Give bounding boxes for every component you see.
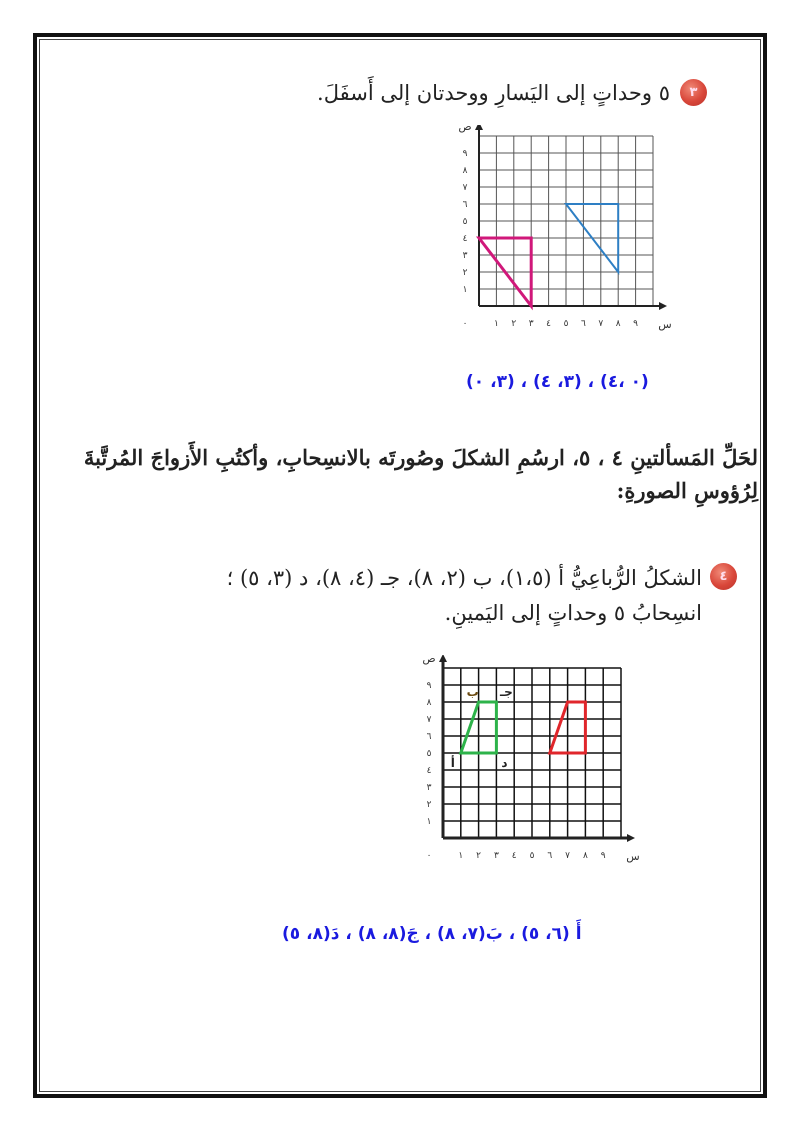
vertex-label: ب: [466, 685, 479, 699]
y-tick-label: ٥: [426, 749, 432, 759]
problem-4-answer: أَ (٦، ٥) ، بَ(٧، ٨) ، جَ(٨، ٨) ، دَ(٨، ٥): [282, 924, 582, 944]
y-axis-label: ص: [458, 125, 472, 133]
y-tick-label: ٦: [462, 200, 468, 210]
y-tick-label: ٤: [462, 234, 468, 244]
y-tick-label: ٢: [426, 800, 432, 810]
x-tick-label: ٢: [511, 319, 517, 329]
x-tick-label: ٤: [546, 319, 552, 329]
y-axis-label: ص: [422, 655, 436, 665]
y-tick-label: ٥: [462, 217, 468, 227]
x-tick-label: ٣: [493, 851, 499, 861]
x-tick-label: ٩: [633, 319, 639, 329]
y-axis-arrow-icon: [475, 125, 483, 130]
vertex-label: د: [501, 756, 508, 770]
x-axis-arrow-icon: [659, 302, 667, 310]
x-tick-label: ٢: [476, 851, 482, 861]
x-tick-label: ٥: [563, 319, 569, 329]
y-tick-label: ٧: [426, 715, 432, 725]
y-tick-label: ١: [462, 285, 468, 295]
y-tick-label: ١: [426, 817, 432, 827]
x-tick-label: ١: [493, 319, 499, 329]
instructions-line-2: لِرُؤوسِ الصورةِ:: [616, 478, 758, 503]
problem-4-coordinate-grid: [405, 655, 655, 875]
instructions-line-1: لحَلِّ المَسألتينِ ٤ ، ٥، ارسُمِ الشكلَ وصُورتَه بالانسِحابِ، وأكتُبِ الأَزواجَ المُرتَّبةَ: [83, 445, 758, 470]
vertex-label: أ: [450, 756, 455, 770]
origin-label: ٠: [462, 319, 468, 329]
y-tick-label: ٧: [462, 183, 468, 193]
y-tick-label: ٣: [426, 783, 432, 793]
problem-3-badge: ٣: [680, 79, 707, 106]
vertex-label: جـ: [500, 685, 513, 699]
x-axis-arrow-icon: [627, 834, 635, 842]
x-axis-label: س: [626, 850, 640, 863]
x-tick-label: ٦: [547, 851, 553, 861]
y-tick-label: ٤: [426, 766, 432, 776]
y-tick-label: ٣: [462, 251, 468, 261]
problem-4-line-1: الشكلُ الرُّباعِيُّ أ (١،٥)، ب (٢، ٨)، جـ (٤، ٨)، د (٣، ٥) ؛: [226, 566, 702, 590]
x-tick-label: ١: [458, 851, 464, 861]
x-tick-label: ٣: [528, 319, 534, 329]
x-tick-label: ٨: [582, 851, 588, 861]
x-tick-label: ٦: [580, 319, 586, 329]
y-tick-label: ٨: [462, 166, 468, 176]
x-tick-label: ٤: [511, 851, 517, 861]
origin-label: ٠: [426, 851, 432, 861]
x-tick-label: ٨: [615, 319, 621, 329]
problem-4-line-2: انسِحابُ ٥ وحداتٍ إلى اليَمينِ.: [444, 601, 702, 625]
problem-3-answer: (٠ ،٤) ، (٣، ٤) ، (٣، ٠): [466, 372, 649, 392]
problem-4-badge: ٤: [710, 563, 737, 590]
x-tick-label: ٧: [565, 851, 571, 861]
y-tick-label: ٢: [462, 268, 468, 278]
x-tick-label: ٩: [600, 851, 606, 861]
y-axis-arrow-icon: [439, 655, 447, 662]
instructions: [58, 441, 758, 507]
y-tick-label: ٦: [426, 732, 432, 742]
y-tick-label: ٩: [426, 681, 432, 691]
problem-3-text: ٥ وحداتٍ إلى اليَسارِ ووحدتان إلى أَسفَلَ.: [317, 81, 670, 105]
y-tick-label: ٨: [426, 698, 432, 708]
x-tick-label: ٥: [529, 851, 535, 861]
x-axis-label: س: [658, 318, 672, 331]
x-tick-label: ٧: [598, 319, 604, 329]
problem-3-coordinate-grid: [440, 125, 680, 350]
y-tick-label: ٩: [462, 149, 468, 159]
